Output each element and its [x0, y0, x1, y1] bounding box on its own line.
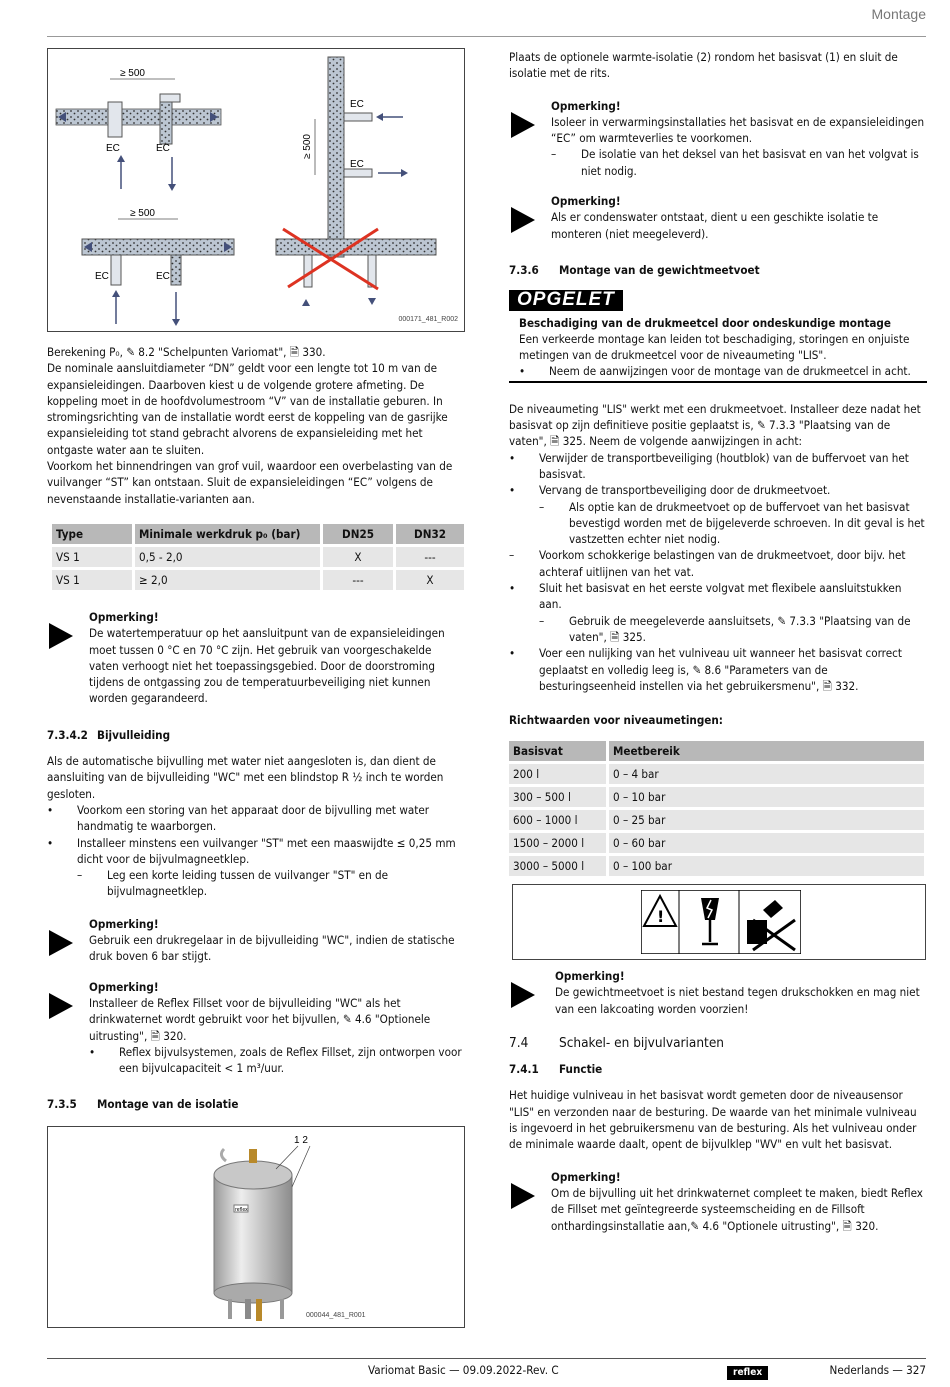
bullet-marker: •	[47, 802, 54, 817]
paragraph: De niveaumeting "LIS" werkt met een drukmeetvoet. Installeer deze nadat het basisvat op zijn definitieve positie geplaatst is, ✎ 7.3.3 "Plaatsing van de vaten", 🗎 325. Neem de volgende aanwijzingen in acht:	[509, 401, 921, 449]
bullet-item	[509, 645, 927, 694]
note-block	[47, 916, 463, 965]
ec-label: EC	[156, 143, 170, 154]
section-number: 7.4.1	[509, 1062, 539, 1077]
header-rule	[47, 36, 926, 37]
page-header-title: Montage	[871, 6, 926, 22]
note-text: Installeer de Reflex Fillset voor de bijvulleiding "WC" als het drinkwaternet wordt gebruikt voor het bijvullen, ✎ 4.6 "Optionele uitrusting", 🗎 320.	[89, 995, 431, 1043]
section-heading	[47, 1096, 463, 1112]
table-cell: 0 – 4 bar	[609, 764, 924, 784]
bullet-text: De isolatie van het deksel van het basisvat en van het volgvat is niet nodig.	[581, 147, 919, 178]
bullet-marker: •	[47, 835, 54, 850]
vessel-svg	[48, 1127, 464, 1327]
footer-logo	[727, 1363, 768, 1380]
figure-id: 000171_481_R002	[398, 315, 458, 323]
table-cell: 0 – 25 bar	[609, 810, 924, 830]
warning-text: Een verkeerde montage kan leiden tot beschadiging, storingen en onjuiste metingen van de drukmeetcel voor de niveaumeting "LIS".	[519, 331, 910, 363]
footer-doc: Variomat Basic — 09.09.2022-Rev. C	[368, 1363, 559, 1377]
dash-marker: –	[539, 613, 545, 628]
arrow-icon	[49, 930, 73, 956]
arrow-icon	[511, 982, 535, 1008]
bullet-item	[509, 482, 927, 498]
table-header: Basisvat	[509, 741, 606, 761]
right-column	[509, 49, 927, 879]
table-cell: ≥ 2,0	[135, 570, 320, 590]
bullet-text: Voer een nulijking van het vulniveau uit wanneer het basisvat correct geplaatst en volledig leeg is, ✎ 8.6 "Parameters van de besturingseenheid instellen via het gebruikersmenu", 🗎 332.	[539, 646, 902, 693]
bullet-item	[509, 450, 927, 483]
paragraph: Voorkom het binnendringen van grof vuil, waardoor een overbelasting van de vuilvanger “ST” kan ontstaan. Sluit de expansieleidingen “EC” volgens de nevenstaande installatie-varianten aan.	[47, 459, 453, 506]
figure-id: 000044_481_R001	[306, 1311, 366, 1319]
table-cell: 0,5 - 2,0	[135, 547, 320, 567]
ec-label: EC	[156, 271, 170, 282]
note-title: Opmerking!	[551, 1169, 621, 1184]
note-title: Opmerking!	[551, 194, 621, 209]
bullet-text: Vervang de transportbeveiliging door de drukmeetvoet.	[539, 483, 831, 498]
note-block	[509, 98, 927, 179]
section-number: 7.3.6	[509, 262, 539, 277]
section-number: 7.4	[509, 1034, 529, 1051]
table-header-row	[509, 741, 924, 761]
dimension-label: ≥ 500	[130, 208, 155, 219]
arrow-icon	[511, 1183, 535, 1209]
arrow-icon	[511, 112, 535, 138]
ec-label: EC	[350, 99, 364, 110]
paragraph: Het huidige vulniveau in het basisvat wordt gemeten door de niveausensor "LIS" en verzonden naar de besturing. De waarde van het minimale vulniveau is ingevoerd in het gebruikersmenu van de besturing. Als het vulniveau onder de minimale waarde daalt, opent de bijvulklep "WV" en vult het basisvat.	[509, 1088, 917, 1152]
table-cell: 200 l	[509, 764, 606, 784]
table-row	[52, 570, 464, 590]
bullet-marker: •	[509, 646, 516, 661]
section-heading	[47, 727, 463, 743]
expansion-line-diagram	[47, 48, 465, 332]
bullet-item	[519, 363, 927, 379]
table-header: DN32	[396, 524, 464, 544]
table-row	[509, 787, 924, 807]
bullet-marker: •	[509, 450, 516, 465]
sub-bullet-item	[47, 867, 463, 900]
note-title: Opmerking!	[89, 916, 159, 931]
bullet-text: Voorkom een storing van het apparaat door de bijvulling met water handmatig te waarborgen.	[77, 802, 430, 834]
bullet-text: Voorkom schokkerige belastingen van de drukmeetvoet, door bijv. het achteraf uitlijnen van het vat.	[539, 548, 906, 579]
table-cell: 600 – 1000 l	[509, 810, 606, 830]
warning-title: Beschadiging van de drukmeetcel door ondeskundige montage	[519, 315, 891, 330]
insulation-figure	[47, 1126, 465, 1328]
table-row	[509, 833, 924, 853]
table-header: DN25	[323, 524, 393, 544]
bullet-marker: •	[509, 581, 516, 596]
footer-rule	[47, 1358, 926, 1359]
section-number: 7.3.4.2	[47, 727, 88, 742]
table-cell: 1500 – 2000 l	[509, 833, 606, 853]
section-title: Bijvulleiding	[97, 727, 171, 742]
dash-marker: –	[77, 868, 83, 883]
table-cell: VS 1	[52, 570, 132, 590]
section-title: Montage van de gewichtmeetvoet	[559, 262, 760, 277]
sub-bullet-item	[551, 146, 927, 179]
warning-block	[509, 290, 927, 382]
dash-marker: –	[539, 499, 545, 514]
note-text: De watertemperatuur op het aansluitpunt van de expansieleidingen moet tussen 0 °C en 70 °C zijn. Het gebruik van voorgeschakelde vaten verhoogt niet het toepassingsgebied. Door de doorstroming tijdens de ontgassing zou de temperatuurbeveiliging niet kunnen worden gegarandeerd.	[89, 626, 445, 706]
note-title: Opmerking!	[89, 979, 159, 994]
bullet-text: Als optie kan de drukmeetvoet op de buffervoet van het basisvat bevestigd worden met de bijgeleverde schroeven. In dit geval is het vastzetten echter niet nodig.	[569, 499, 925, 547]
table-cell: ---	[323, 570, 393, 590]
bullet-marker: •	[509, 483, 516, 498]
note-block	[47, 979, 463, 1077]
section-heading	[509, 262, 927, 278]
table-cell: 0 – 60 bar	[609, 833, 924, 853]
table-cell: 300 – 500 l	[509, 787, 606, 807]
bullet-text: Reflex bijvulsystemen, zoals de Reflex Fillset, zijn ontworpen voor een bijvulcapaciteit < 1 m³/uur.	[119, 1044, 462, 1076]
note-block	[509, 193, 927, 242]
dimension-label: ≥ 500	[120, 68, 145, 79]
bullet-item	[509, 547, 927, 580]
ec-label: EC	[106, 143, 120, 154]
note-block	[509, 968, 927, 1017]
note-block	[47, 609, 463, 707]
paragraph: Als de automatische bijvulling met water niet aangesloten is, dan dient de aansluiting van de bijvulleiding "WC" met een blindstop R ½ inch te worden gesloten.	[47, 754, 444, 801]
bullet-item	[47, 835, 463, 868]
table-header-row	[52, 524, 464, 544]
ec-label: EC	[95, 271, 109, 282]
dash-marker: –	[551, 147, 557, 162]
arrow-icon	[49, 623, 73, 649]
table-row	[52, 547, 464, 567]
table-row	[509, 856, 924, 876]
right-column-lower	[509, 968, 927, 1234]
left-column	[47, 344, 463, 1113]
part-numbers: 1 2	[294, 1135, 308, 1146]
note-text: Gebruik een drukregelaar in de bijvulleiding "WC", indien de statische druk boven 6 bar stijgt.	[89, 933, 455, 964]
sub-bullet-item	[509, 613, 927, 646]
bullet-text: Leg een korte leiding tussen de vuilvanger "ST" en de bijvulmagneetklep.	[107, 868, 389, 899]
note-text: Isoleer in verwarmingsinstallaties het basisvat en de expansieleidingen “EC” om warmteverlies te voorkomen.	[551, 114, 925, 146]
section-number: 7.3.5	[47, 1097, 77, 1112]
dn-table	[49, 521, 467, 593]
arrow-icon	[511, 207, 535, 233]
table-header: Minimale werkdruk p₀ (bar)	[135, 524, 320, 544]
table-row	[509, 810, 924, 830]
dash-marker: –	[509, 548, 515, 563]
bullet-text: Gebruik de meegeleverde aansluitsets, ✎ 7.3.3 "Plaatsing van de vaten", 🗎 325.	[569, 613, 911, 644]
pictogram-svg	[641, 890, 801, 954]
level-table	[506, 738, 927, 879]
reflex-brand: reflex	[235, 1207, 248, 1213]
section-heading	[509, 1061, 927, 1077]
bullet-text: Verwijder de transportbeveiliging (houtblok) van de buffervoet van het basisvat.	[539, 450, 909, 481]
bullet-text: Neem de aanwijzingen voor de montage van de drukmeetcel in acht.	[549, 364, 911, 379]
note-title: Opmerking!	[551, 98, 621, 113]
note-title: Opmerking!	[555, 969, 625, 983]
svg-text:!: !	[657, 907, 665, 926]
section-title: Montage van de isolatie	[97, 1097, 239, 1112]
table-cell: 0 – 100 bar	[609, 856, 924, 876]
bullet-item	[89, 1044, 463, 1077]
table-cell: VS 1	[52, 547, 132, 567]
table-row	[509, 764, 924, 784]
table-cell: X	[323, 547, 393, 567]
warning-body	[509, 315, 927, 383]
section-title: Schakel- en bijvulvarianten	[559, 1034, 724, 1051]
note-title: Opmerking!	[89, 609, 159, 624]
bullet-text: Installeer minstens een vuilvanger "ST" met een maaswijdte ≤ 0,25 mm dicht voor de bijvulmagneetklep.	[77, 835, 456, 866]
table-header: Meetbereik	[609, 741, 924, 761]
ec-label: EC	[350, 159, 364, 170]
bullet-text: Sluit het basisvat en het eerste volgvat met flexibele aansluitstukken aan.	[539, 581, 902, 612]
pipe-diagram-svg	[48, 49, 464, 331]
bullet-marker: •	[519, 364, 526, 379]
arrow-icon	[49, 993, 73, 1019]
reflex-logo: reflex	[727, 1366, 768, 1380]
warning-label: OPGELET	[509, 290, 623, 310]
berekening-ref: Berekening P₀, ✎ 8.2 "Schelpunten Variomat", 🗎 330.	[47, 345, 326, 359]
table-cell: X	[396, 570, 464, 590]
table-cell: 3000 – 5000 l	[509, 856, 606, 876]
section-title: Functie	[559, 1062, 603, 1077]
paragraph: De nominale aansluitdiameter “DN” geldt voor een lengte tot 10 m van de expansieleidingen. Daarboven kiest u de volgende grotere afmeting. De koppeling moet in de hoofdvolumestroom “V” van de installatie geburen. In stromingsrichting van de installatie wordt eerst de koppeling van de gasrijke expansieleiding tot stand gebracht alvorens de expansieleiding met het ontgaste water aan te sluiten.	[47, 361, 448, 457]
safety-pictogram-box	[512, 884, 926, 960]
note-text: Als er condenswater ontstaat, dient u een geschikte isolatie te monteren (niet meegeleverd).	[551, 210, 879, 241]
paragraph: Plaats de optionele warmte-isolatie (2) rondom het basisvat (1) en sluit de isolatie met de rits.	[509, 50, 898, 81]
sub-bullet-item	[509, 499, 927, 548]
table-cell: ---	[396, 547, 464, 567]
note-text: De gewichtmeetvoet is niet bestand tegen drukschokken en mag niet van een lakcoating worden voorzien!	[555, 985, 920, 1016]
dimension-label: ≥ 500	[302, 134, 313, 159]
note-block	[509, 1169, 927, 1234]
section-heading	[509, 1035, 927, 1051]
bullet-marker: •	[89, 1044, 96, 1059]
table-header: Type	[52, 524, 132, 544]
bullet-item	[509, 580, 927, 613]
note-text: Om de bijvulling uit het drinkwaternet compleet te maken, biedt Reflex de Fillset met geïntegreerde systeemscheiding en de Fillsoft onthardingsinstallatie aan,✎ 4.6 "Optionele uitrusting", 🗎 320.	[551, 1185, 923, 1233]
table-caption: Richtwaarden voor niveaumetingen:	[509, 713, 723, 728]
table-cell: 0 – 10 bar	[609, 787, 924, 807]
footer-page: Nederlands — 327	[829, 1363, 926, 1377]
bullet-item	[47, 802, 463, 835]
